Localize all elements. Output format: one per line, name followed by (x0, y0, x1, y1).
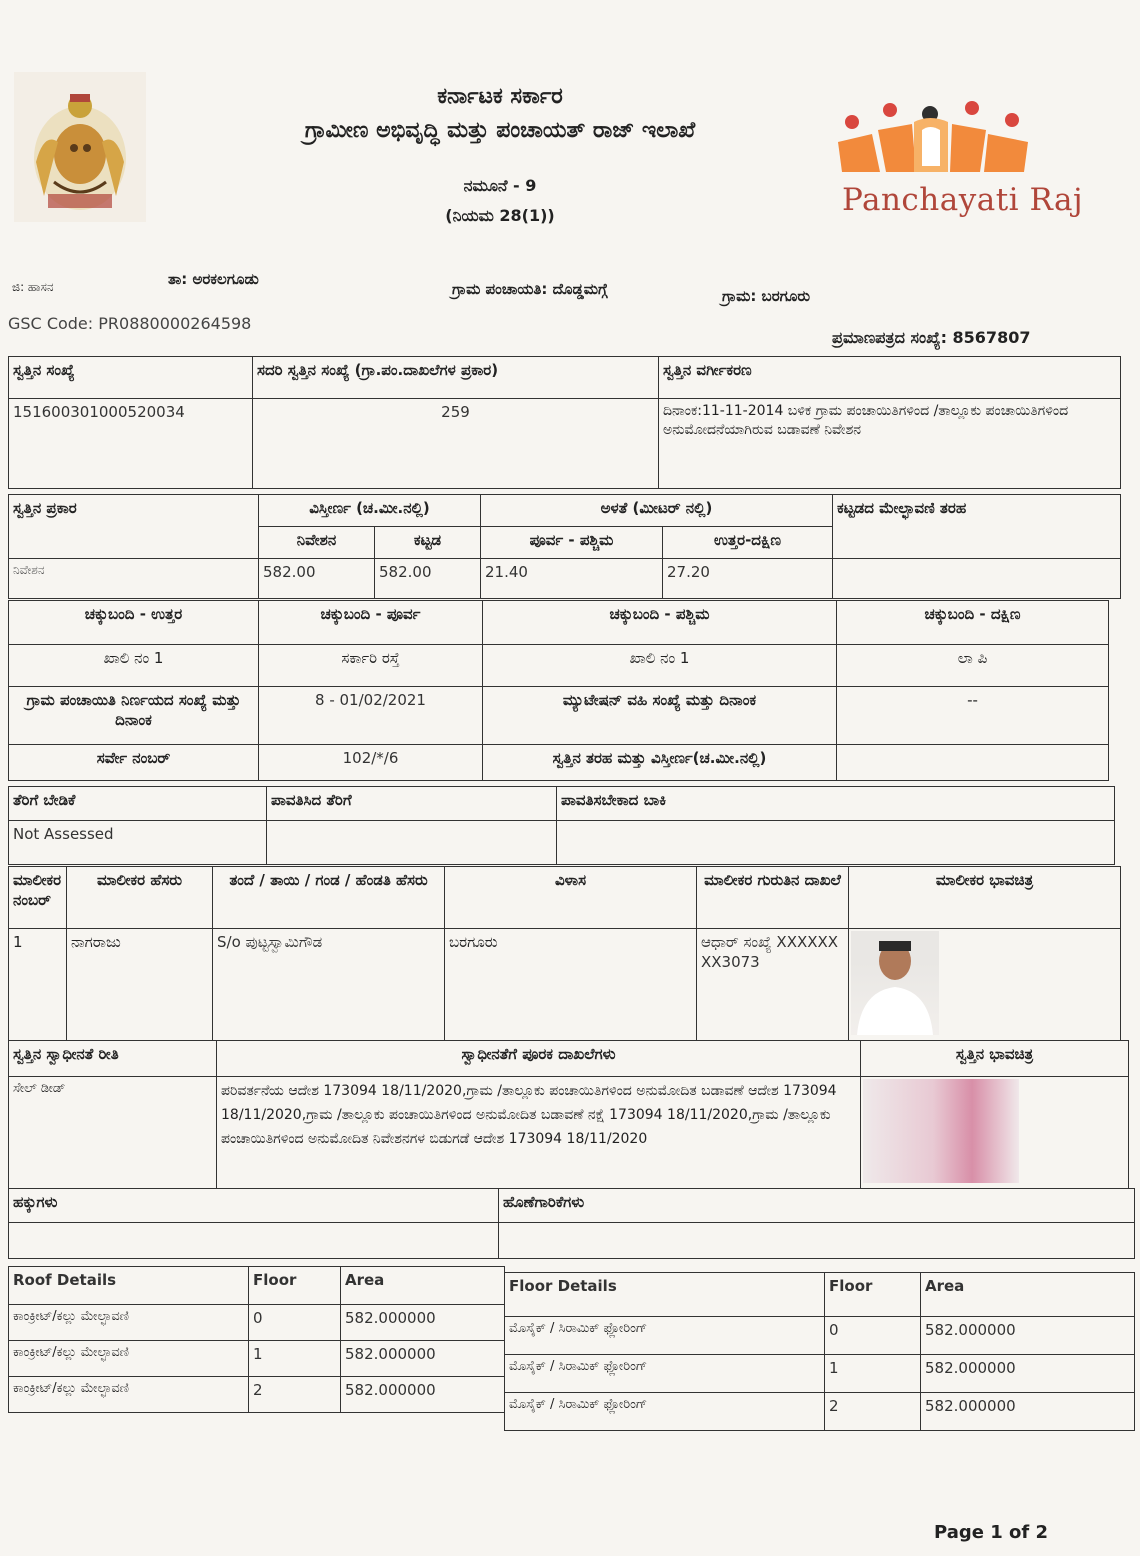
village-label: ಗ್ರಾಮ: ಬರಗೂರು (722, 287, 811, 305)
ownership-mode-label: ಸ್ವತ್ತಿನ ಸ್ವಾಧೀನತೆ ರೀತಿ (9, 1041, 217, 1077)
page-number: Page 1 of 2 (934, 1522, 1048, 1543)
roof-area-cell: 582.000000 (341, 1377, 505, 1413)
owner-id-value: ಆಧಾರ್ ಸಂಖ್ಯೆ XXXXXXXX3073 (697, 929, 849, 1041)
taluk-label: ತಾ: ಅರಕಲಗೂಡು (168, 270, 259, 288)
roof-floor-header: Floor (249, 1267, 341, 1305)
table-row (9, 1341, 505, 1377)
roof-details-table (8, 1266, 505, 1413)
tax-due-label: ಪಾವತಿಸಬೇಕಾದ ಬಾಕಿ (557, 787, 1115, 821)
property-table (8, 356, 1121, 489)
rights-value (9, 1223, 499, 1259)
ownership-table (8, 1040, 1129, 1189)
property-photo (863, 1079, 1019, 1183)
owner-name-value: ನಾಗರಾಜು (67, 929, 213, 1041)
owner-name-header: ಮಾಲೀಕರ ಹೆಸರು (67, 867, 213, 929)
boundary-east-label: ಚಕ್ಕುಬಂದಿ - ಪೂರ್ವ (259, 601, 483, 645)
property-id-value: 151600301000520034 (9, 399, 253, 489)
east-west-label: ಪೂರ್ವ - ಪಶ್ಚಿಮ (481, 527, 663, 559)
table-row (9, 929, 1121, 1041)
owner-relation-value: S/o ಪುಟ್ಟಸ್ವಾಮಿಗೌಡ (213, 929, 445, 1041)
gp-resolution-value: 8 - 01/02/2021 (259, 687, 483, 745)
property-type-label: ಸ್ವತ್ತಿನ ಪ್ರಕಾರ (9, 495, 259, 559)
person-icon (851, 931, 939, 1035)
boundary-north-label: ಚಕ್ಕುಬಂದಿ - ಉತ್ತರ (9, 601, 259, 645)
site-area-value: 582.00 (259, 559, 375, 599)
liabilities-label: ಹೊಣೆಗಾರಿಕೆಗಳು (499, 1189, 1135, 1223)
gp-resolution-label: ಗ್ರಾಮ ಪಂಚಾಯಿತಿ ನಿರ್ಣಯದ ಸಂಖ್ಯೆ ಮತ್ತು ದಿನಾಂಕ (9, 687, 259, 745)
state-government-title: ಕರ್ನಾಟಕ ಸರ್ಕಾರ (437, 84, 563, 109)
property-type-value: ನಿವೇಶನ (9, 559, 259, 599)
mutation-value: -- (837, 687, 1109, 745)
rule-reference: (ನಿಯಮ 28(1)) (445, 206, 555, 225)
roof-floor-cell: 0 (249, 1305, 341, 1341)
mutation-label: ಮ್ಯುಟೇಷನ್ ವಹಿ ಸಂಖ್ಯೆ ಮತ್ತು ದಿನಾಂಕ (483, 687, 837, 745)
survey-number-label: ಸರ್ವೇ ನಂಬರ್ (9, 745, 259, 781)
classification-value: ದಿನಾಂಕ:11-11-2014 ಬಳಿಕ ಗ್ರಾಮ ಪಂಚಾಯಿತಿಗಳಿಂದ /ತಾಲ್ಲೂಕು ಪಂಚಾಯಿತಿಗಳಿಂದ ಅನುಮೋದನೆಯಾಗಿರುವ ಬಡಾವಣೆ ನಿವೇಶನ (659, 399, 1121, 489)
tax-paid-value (267, 821, 557, 865)
floor-type-cell: ಮೊಸೈಕ್ / ಸಿರಾಮಿಕ್ ಫ್ಲೋರಿಂಗ್ (505, 1317, 825, 1355)
tax-demand-value: Not Assessed (9, 821, 267, 865)
floor-area-cell: 582.000000 (921, 1317, 1135, 1355)
rights-label: ಹಕ್ಕುಗಳು (9, 1189, 499, 1223)
floor-details-table (504, 1272, 1135, 1431)
ownership-mode-value: ಸೇಲ್ ಡೀಡ್ (9, 1077, 217, 1189)
table-row (505, 1355, 1135, 1393)
roof-area-header: Area (341, 1267, 505, 1305)
gsc-code: GSC Code: PR0880000264598 (8, 314, 252, 333)
owner-photo-cell (849, 929, 1121, 1041)
survey-number-value: 102/*/6 (259, 745, 483, 781)
table-row (505, 1317, 1135, 1355)
owner-id-header: ಮಾಲೀಕರ ಗುರುತಿನ ದಾಖಲೆ (697, 867, 849, 929)
property-number-label: ಸದರಿ ಸ್ವತ್ತಿನ ಸಂಖ್ಯೆ (ಗ್ರಾ.ಪಂ.ದಾಖಲೆಗಳ ಪ್ರಕಾರ) (253, 357, 659, 399)
floor-type-cell: ಮೊಸೈಕ್ / ಸಿರಾಮಿಕ್ ಫ್ಲೋರಿಂಗ್ (505, 1355, 825, 1393)
certificate-number: ಪ್ರಮಾಣಪತ್ರದ ಸಂಖ್ಯೆ: 8567807 (832, 328, 1031, 347)
rights-table (8, 1188, 1135, 1259)
roof-type-label: ಕಟ್ಟಡದ ಮೇಲ್ಛಾವಣಿ ತರಹ (833, 495, 1121, 559)
liabilities-value (499, 1223, 1135, 1259)
property-number-value: 259 (253, 399, 659, 489)
floor-floor-cell: 0 (825, 1317, 921, 1355)
measure-label: ಅಳತೆ (ಮೀಟರ್ ನಲ್ಲಿ) (481, 495, 833, 527)
owner-address-header: ವಿಳಾಸ (445, 867, 697, 929)
boundaries-table (8, 600, 1109, 781)
owner-number-value: 1 (9, 929, 67, 1041)
property-photo-label: ಸ್ವತ್ತಿನ ಭಾವಚಿತ್ರ (861, 1041, 1129, 1077)
north-south-label: ಉತ್ತರ-ದಕ್ಷಿಣ (663, 527, 833, 559)
roof-type-value (833, 559, 1121, 599)
boundary-east-value: ಸರ್ಕಾರಿ ರಸ್ತೆ (259, 645, 483, 687)
table-row (505, 1393, 1135, 1431)
area-label: ವಿಸ್ತೀರ್ಣ (ಚ.ಮೀ.ನಲ್ಲಿ) (259, 495, 481, 527)
dimensions-table (8, 494, 1121, 599)
floor-type-cell: ಮೊಸೈಕ್ / ಸಿರಾಮಿಕ್ ಫ್ಲೋರಿಂಗ್ (505, 1393, 825, 1431)
roof-type-cell: ಕಾಂಕ್ರೀಟ್/ಕಲ್ಲು ಮೇಲ್ಛಾವಣಿ (9, 1377, 249, 1413)
boundary-west-label: ಚಕ್ಕುಬಂದಿ - ಪಶ್ಚಿಮ (483, 601, 837, 645)
roof-type-cell: ಕಾಂಕ್ರೀಟ್/ಕಲ್ಲು ಮೇಲ್ಛಾವಣಿ (9, 1305, 249, 1341)
floor-floor-header: Floor (825, 1273, 921, 1317)
table-row (9, 1377, 505, 1413)
roof-area-cell: 582.000000 (341, 1305, 505, 1341)
ownership-docs-label: ಸ್ವಾಧೀನತೆಗೆ ಪೂರಕ ದಾಖಲೆಗಳು (217, 1041, 861, 1077)
floor-area-cell: 582.000000 (921, 1393, 1135, 1431)
property-area-label: ಸ್ವತ್ತಿನ ತರಹ ಮತ್ತು ವಿಸ್ತೀರ್ಣ(ಚ.ಮೀ.ನಲ್ಲಿ) (483, 745, 837, 781)
roof-floor-cell: 1 (249, 1341, 341, 1377)
property-id-label: ಸ್ವತ್ತಿನ ಸಂಖ್ಯೆ (9, 357, 253, 399)
owner-photo (851, 931, 939, 1035)
roof-area-cell: 582.000000 (341, 1341, 505, 1377)
tax-paid-label: ಪಾವತಿಸಿದ ತೆರಿಗೆ (267, 787, 557, 821)
floor-area-cell: 582.000000 (921, 1355, 1135, 1393)
building-label: ಕಟ್ಟಡ (375, 527, 481, 559)
ownership-docs-value: ಪರಿವರ್ತನೆಯ ಆದೇಶ 173094 18/11/2020,ಗ್ರಾಮ /ತಾಲ್ಲೂಕು ಪಂಚಾಯಿತಿಗಳಿಂದ ಅನುಮೋದಿತ ಬಡಾವಣೆ ಆದೇಶ 173094 18/11/2020,ಗ್ರಾಮ /ತಾಲ್ಲೂಕು ಪಂಚಾಯಿತಿಗಳಿಂದ ಅನುಮೋದಿತ ಬಡಾವಣೆ ನಕ್ಷೆ 173094 18/11/2020,ಗ್ರಾಮ /ತಾಲ್ಲೂಕು ಪಂಚಾಯಿತಿಗಳಿಂದ ಅನುಮೋದಿತ ನಿವೇಶನಗಳ ಬಿಡುಗಡೆ ಆದೇಶ 173094 18/11/2020 (217, 1077, 861, 1189)
floor-details-title: Floor Details (505, 1273, 825, 1317)
north-south-value: 27.20 (663, 559, 833, 599)
form-number: ನಮೂನೆ - 9 (463, 176, 537, 195)
east-west-value: 21.40 (481, 559, 663, 599)
tax-table (8, 786, 1115, 865)
gram-panchayat-label: ಗ್ರಾಮ ಪಂಚಾಯತಿ: ದೊಡ್ಡಮಗ್ಗೆ (452, 280, 608, 298)
tax-due-value (557, 821, 1115, 865)
owner-photo-header: ಮಾಲೀಕರ ಭಾವಚಿತ್ರ (849, 867, 1121, 929)
roof-details-title: Roof Details (9, 1267, 249, 1305)
building-area-value: 582.00 (375, 559, 481, 599)
floor-floor-cell: 1 (825, 1355, 921, 1393)
floor-floor-cell: 2 (825, 1393, 921, 1431)
boundary-north-value: ಖಾಲಿ ನಂ 1 (9, 645, 259, 687)
owner-number-header: ಮಾಲೀಕರ ನಂಬರ್ (9, 867, 67, 929)
table-row (9, 1305, 505, 1341)
site-label: ನಿವೇಶನ (259, 527, 375, 559)
district-label: ಜಿ: ಹಾಸನ (12, 280, 54, 294)
tax-demand-label: ತೆರಿಗೆ ಬೇಡಿಕೆ (9, 787, 267, 821)
owner-address-value: ಬರಗೂರು (445, 929, 697, 1041)
floor-area-header: Area (921, 1273, 1135, 1317)
classification-label: ಸ್ವತ್ತಿನ ವರ್ಗೀಕರಣ (659, 357, 1121, 399)
boundary-south-value: ಲಾ ಪಿ (837, 645, 1109, 687)
department-title: ಗ್ರಾಮೀಣ ಅಭಿವೃದ್ಧಿ ಮತ್ತು ಪಂಚಾಯತ್ ರಾಜ್ ಇಲಾಖೆ (304, 118, 696, 143)
owners-table (8, 866, 1121, 1041)
karnataka-emblem-icon (14, 72, 146, 222)
logo-text: Panchayati Raj (842, 182, 1084, 218)
boundary-south-label: ಚಕ್ಕುಬಂದಿ - ದಕ್ಷಿಣ (837, 601, 1109, 645)
boundary-west-value: ಖಾಲಿ ನಂ 1 (483, 645, 837, 687)
property-photo-cell (861, 1077, 1129, 1189)
roof-floor-cell: 2 (249, 1377, 341, 1413)
property-area-value (837, 745, 1109, 781)
roof-type-cell: ಕಾಂಕ್ರೀಟ್/ಕಲ್ಲು ಮೇಲ್ಛಾವಣಿ (9, 1341, 249, 1377)
owner-relation-header: ತಂದೆ / ತಾಯಿ / ಗಂಡ / ಹೆಂಡತಿ ಹೆಸರು (213, 867, 445, 929)
